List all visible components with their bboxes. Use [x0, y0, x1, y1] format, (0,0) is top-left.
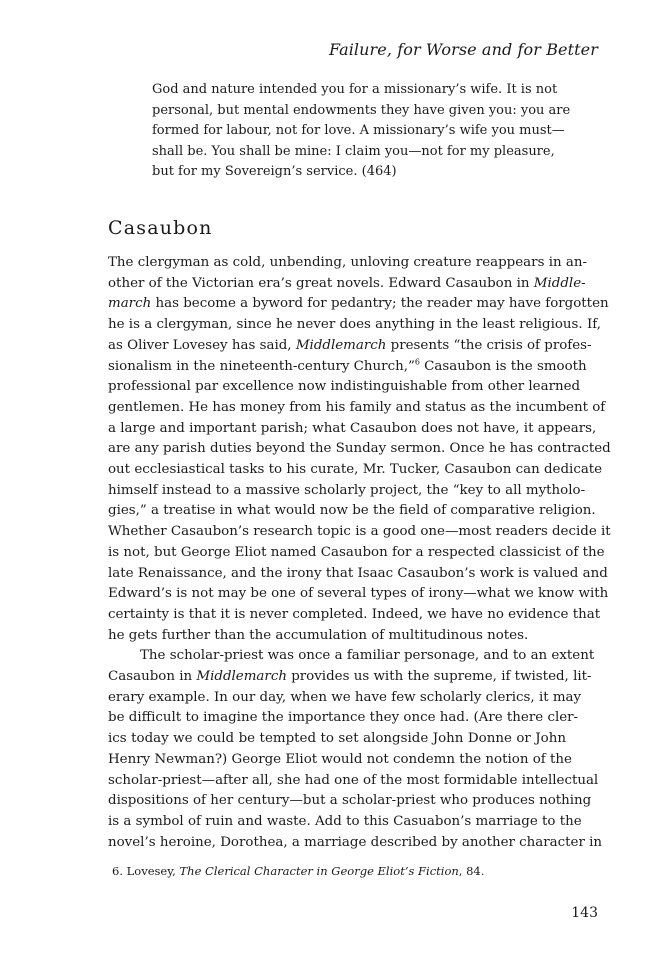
footnote-text: , 84. [458, 864, 485, 878]
text-line: Henry Newman?) George Eliot would not condemn the notion of the [108, 751, 572, 767]
text-line [108, 274, 586, 295]
quote-line: personal, but mental endowments they have given you: you are [152, 102, 571, 118]
body-text [108, 253, 611, 853]
text-line: dispositions of her century—but a scholar-priest who produces nothing [108, 793, 592, 809]
running-head: Failure, for Worse and for Better [328, 40, 598, 59]
text-run: has become a byword for pedantry; the reader may have forgotten [151, 296, 609, 312]
text-line: novel’s heroine, Dorothea, a marriage described by another character in [108, 834, 603, 850]
footnote [112, 864, 484, 878]
page-number: 143 [571, 905, 598, 921]
text-line: Edward’s is not may be one of several types of irony—what we know with [108, 586, 609, 602]
text-line: he gets further than the accumulation of multitudinous notes. [108, 627, 529, 643]
text-line: certainty is that it is never completed. Indeed, we have no evidence that [108, 606, 601, 622]
text-line: are any parish duties beyond the Sunday sermon. Once he has contracted [108, 441, 611, 457]
text-run: other of the Victorian era’s great novels. Edward Casaubon in [108, 275, 534, 291]
text-line: The clergyman as cold, unbending, unloving creature reappears in an- [108, 255, 587, 270]
text-line [108, 357, 587, 378]
text-line: gies,” a treatise in what would now be the field of comparative religion. [108, 503, 596, 519]
text-line: is a symbol of ruin and waste. Add to this Casuabon’s marriage to the [108, 813, 582, 829]
text-line: a large and important parish; what Casaubon does not have, it appears, [108, 420, 597, 436]
text-line: professional par excellence now indistinguishable from other learned [108, 379, 581, 395]
quote-line: God and nature intended you for a missionary’s wife. It is not [152, 82, 558, 97]
text-line: erary example. In our day, when we have few scholarly clerics, it may [108, 689, 582, 705]
text-run: provides us with the supreme, if twisted, lit- [286, 669, 592, 685]
book-title: Middlemarch [196, 669, 287, 685]
text-run: as Oliver Lovesey has said, [108, 337, 296, 353]
footnote-number: 6. [112, 864, 123, 878]
text-line: be difficult to imagine the importance they once had. (Are there cler- [108, 710, 579, 726]
text-run: presents “the crisis of profes- [386, 337, 592, 353]
text-line [108, 294, 609, 315]
quote-line: but for my Sovereign’s service. (464) [152, 164, 397, 179]
text-line [108, 667, 592, 688]
text-line: late Renaissance, and the irony that Isaac Casaubon’s work is valued and [108, 565, 608, 581]
footnote-title: The Clerical Character in George Eliot’s Fiction [179, 864, 459, 878]
text-line: himself instead to a massive scholarly project, the “key to all mytholo- [108, 482, 586, 498]
text-line: he is a clergyman, since he never does anything in the least religious. If, [108, 317, 601, 333]
text-line: is not, but George Eliot named Casaubon for a respected classicist of the [108, 544, 605, 560]
quote-line: shall be. You shall be mine: I claim you—not for my pleasure, [152, 143, 555, 159]
text-run: sionalism in the nineteenth-century Church,” [108, 358, 415, 374]
book-title: Middlemarch [295, 337, 387, 353]
footnote-text: Lovesey, [122, 864, 180, 878]
book-title: march [108, 296, 152, 312]
block-quote [152, 80, 571, 183]
text-line: out ecclesiastical tasks to his curate, Mr. Tucker, Casaubon can dedicate [108, 462, 603, 478]
quote-line: formed for labour, not for love. A missionary’s wife you must— [152, 123, 565, 138]
footnote-marker[interactable]: 6 [414, 357, 420, 367]
text-line: Whether Casaubon’s research topic is a good one—most readers decide it [108, 524, 611, 540]
book-title: Middle- [533, 275, 586, 291]
text-line [108, 336, 592, 357]
text-line: ics today we could be tempted to set alongside John Donne or John [108, 731, 566, 747]
section-heading: Casaubon [108, 217, 213, 239]
text-line: The scholar-priest was once a familiar personage, and to an extent [140, 648, 595, 664]
text-line: gentlemen. He has money from his family and status as the incumbent of [108, 399, 606, 415]
text-run: Casaubon in [108, 669, 197, 685]
text-line: scholar-priest—after all, she had one of the most formidable intellectual [108, 772, 599, 788]
text-run: Casaubon is the smooth [419, 358, 587, 374]
